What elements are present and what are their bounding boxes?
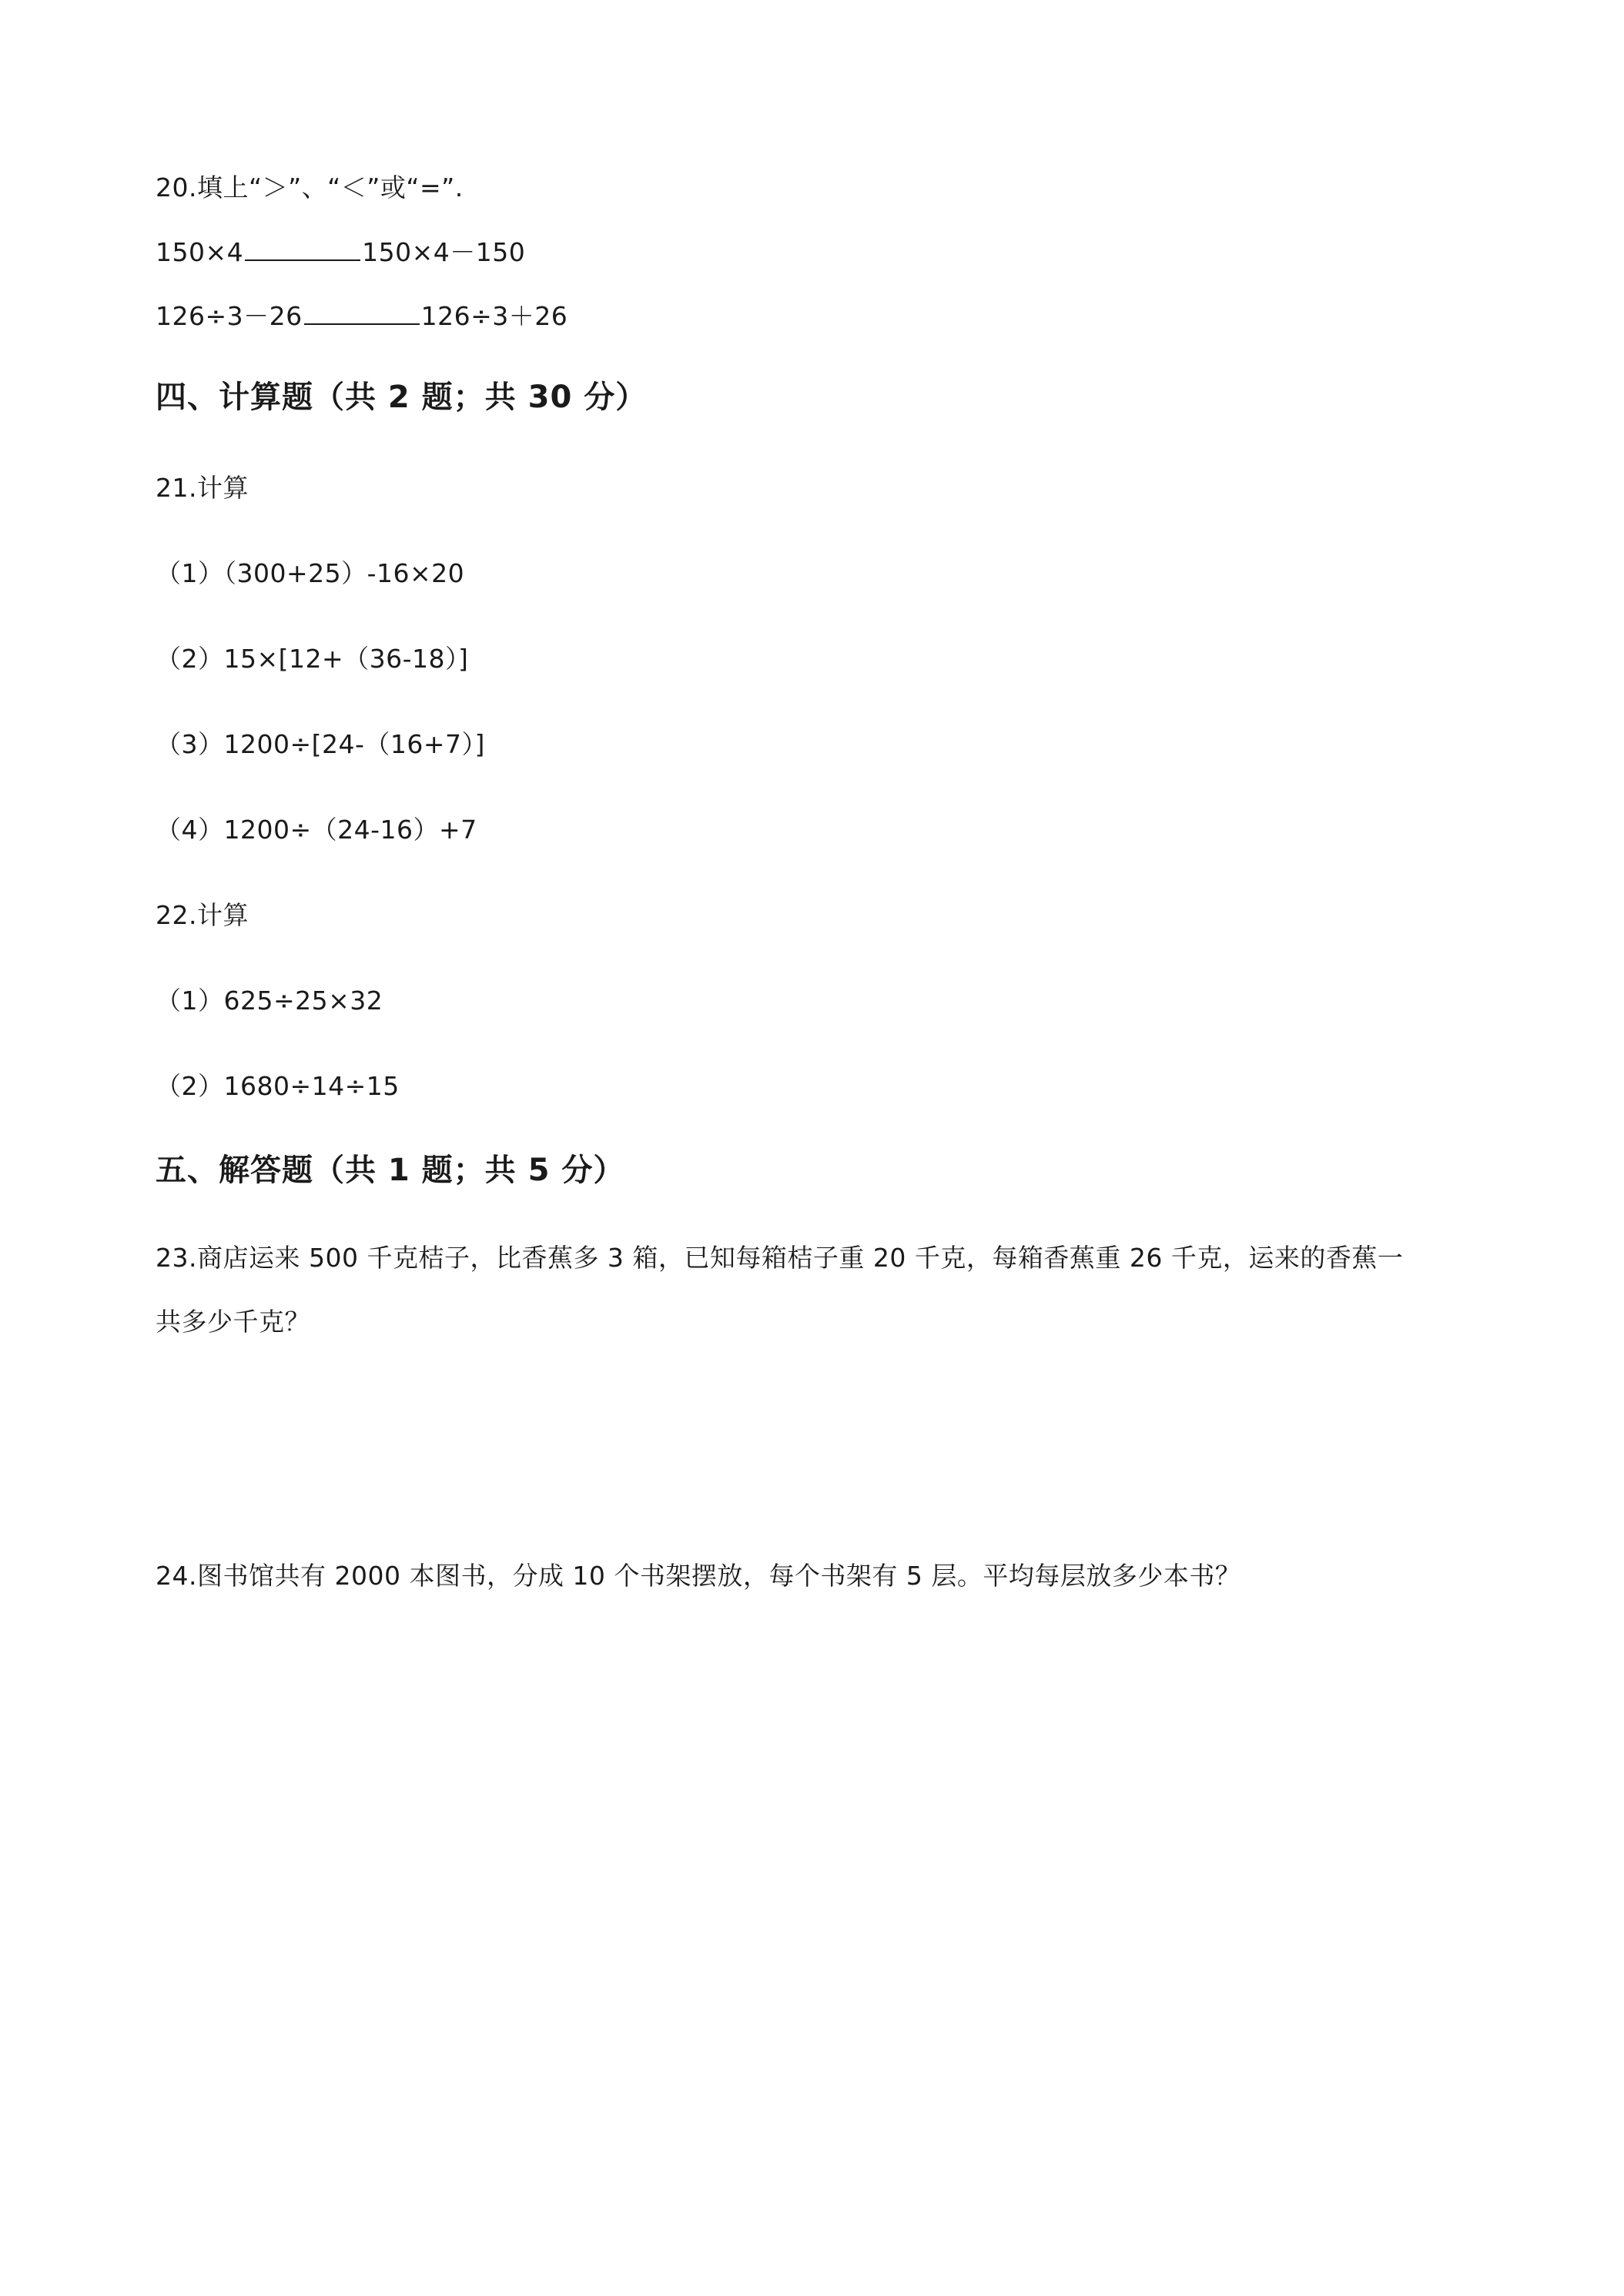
question-22-item-2: （2）1680÷14÷15 [156,1071,400,1101]
question-20-row-1 [156,236,525,269]
section-5-heading: 五、解答题（共 1 题；共 5 分） [156,1153,625,1188]
question-24-text: 24.图书馆共有 2000 本图书，分成 10 个书架摆放，每个书架有 5 层。平均每层放多少本书？ [156,1561,1241,1591]
row-1-left-expression: 150×4 [156,237,244,267]
question-21-item-2: （2）15×[12+（36-18）] [156,644,469,674]
question-21-item-3: （3）1200÷[24-（16+7）] [156,729,485,759]
question-20-row-2 [156,300,568,333]
row-2-left-expression: 126÷3－26 [156,301,303,331]
question-23-line-2: 共多少千克？ [156,1307,310,1337]
question-22-item-1: （1）625÷25×32 [156,986,383,1016]
question-21-item-4: （4）1200÷（24-16）+7 [156,815,477,845]
section-4-heading: 四、计算题（共 2 题；共 30 分） [156,380,648,415]
question-22-title: 22.计算 [156,900,249,930]
question-23-line-1: 23.商店运来 500 千克桔子，比香蕉多 3 箱，已知每箱桔子重 20 千克，每箱香蕉重 26 千克，运来的香蕉一 [156,1243,1404,1273]
row-2-right-expression: 126÷3＋26 [420,301,568,331]
row-1-right-expression: 150×4－150 [362,237,526,267]
question-21-title: 21.计算 [156,473,249,503]
answer-blank-2[interactable] [304,300,420,325]
question-21-item-1: （1）（300+25）-16×20 [156,558,465,588]
answer-blank-1[interactable] [245,236,360,261]
question-20-title: 20.填上“＞”、“＜”或“=”. [156,172,464,202]
